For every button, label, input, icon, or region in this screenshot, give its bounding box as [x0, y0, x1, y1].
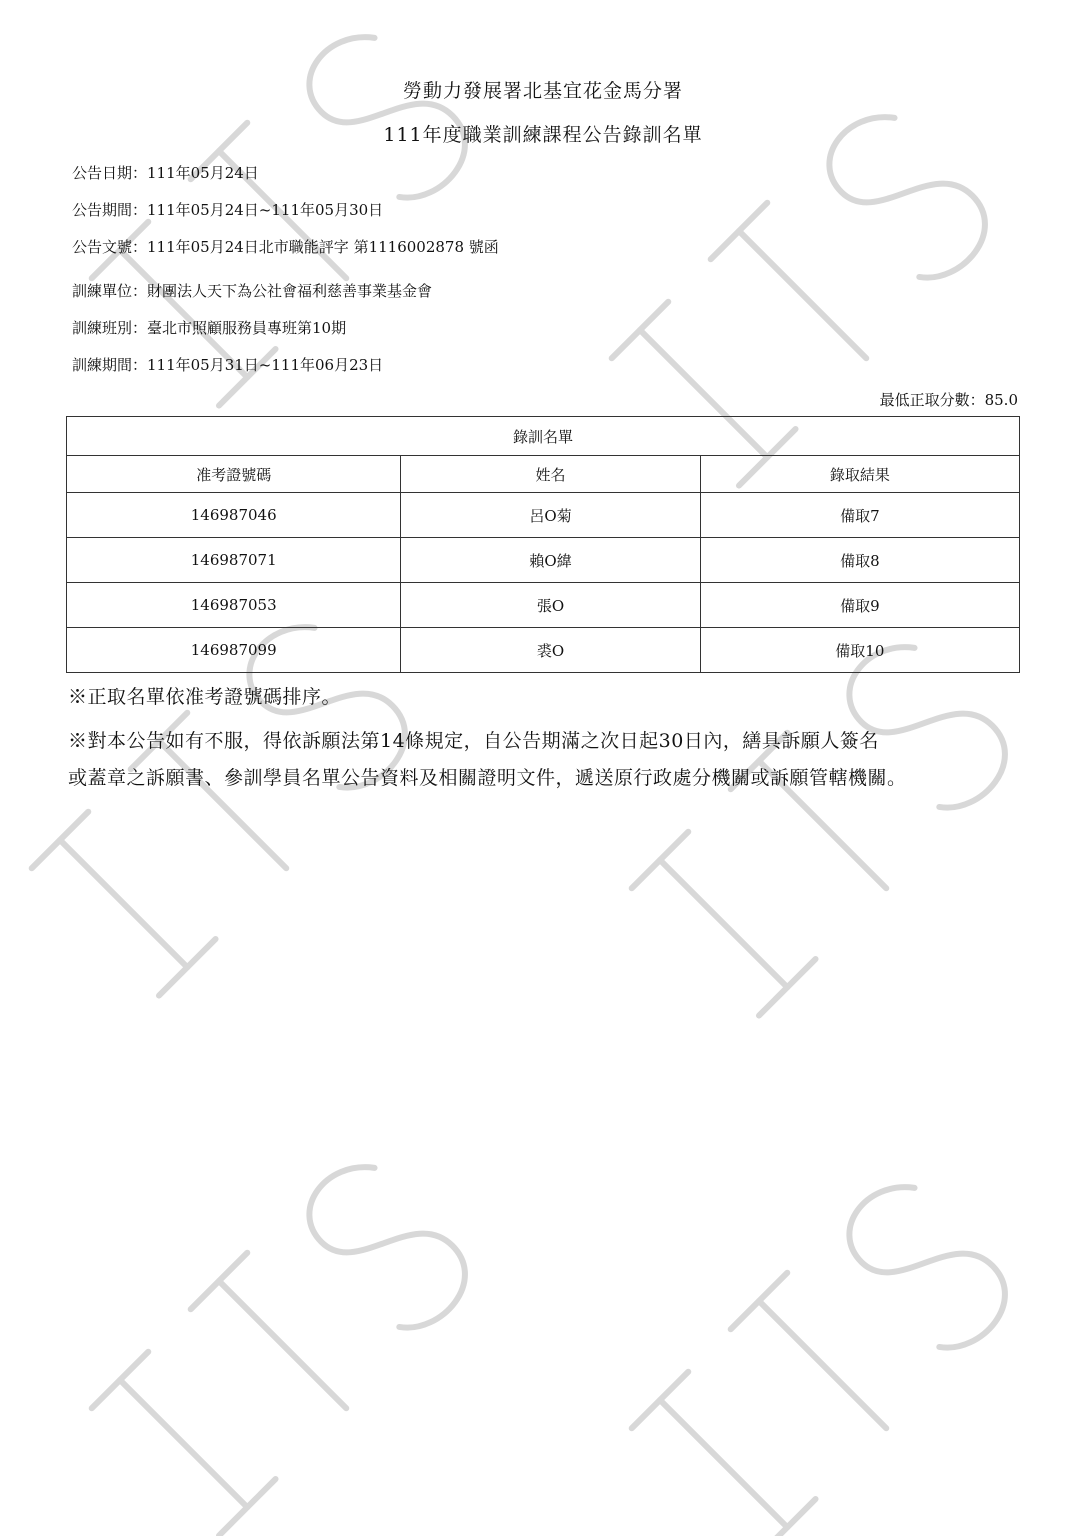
cell-name: 裘O: [401, 628, 700, 673]
document-number: 公告文號：111年05月24日北市職能評字 第1116002878 號函: [72, 238, 499, 256]
note-sort-order: ※正取名單依准考證號碼排序。: [68, 686, 342, 708]
cell-exam-number: 146987053: [67, 583, 401, 628]
training-period: 訓練期間：111年05月31日~111年06月23日: [72, 356, 384, 374]
table-caption: 錄訓名單: [67, 417, 1020, 456]
table-row: [67, 538, 1020, 583]
announce-date: 公告日期：111年05月24日: [72, 164, 259, 182]
agency-title: 勞動力發展署北基宜花金馬分署: [402, 80, 683, 102]
document-title: 111年度職業訓練課程公告錄訓名單: [383, 124, 703, 146]
cell-name: 呂O菊: [401, 493, 700, 538]
note-appeal-line1: ※對本公告如有不服，得依訴願法第14條規定，自公告期滿之次日起30日內，繕具訴願人簽名: [68, 730, 879, 752]
table-row: [67, 583, 1020, 628]
admission-table: [66, 416, 1020, 673]
table-caption-row: [67, 417, 1020, 456]
cell-result: 備取9: [700, 583, 1019, 628]
training-class: 訓練班別：臺北市照顧服務員專班第10期: [72, 319, 347, 337]
cell-result: 備取10: [700, 628, 1019, 673]
header-name: 姓名: [401, 456, 700, 493]
cell-name: 張O: [401, 583, 700, 628]
cell-exam-number: 146987046: [67, 493, 401, 538]
cell-exam-number: 146987071: [67, 538, 401, 583]
header-result: 錄取結果: [700, 456, 1019, 493]
header-exam-number: 准考證號碼: [67, 456, 401, 493]
cell-exam-number: 146987099: [67, 628, 401, 673]
cell-result: 備取8: [700, 538, 1019, 583]
cell-name: 賴O緯: [401, 538, 700, 583]
table-row: [67, 628, 1020, 673]
table-header-row: [67, 456, 1020, 493]
announce-period: 公告期間：111年05月24日~111年05月30日: [72, 201, 384, 219]
table-row: [67, 493, 1020, 538]
minimum-score: 最低正取分數：85.0: [879, 391, 1018, 409]
cell-result: 備取7: [700, 493, 1019, 538]
training-unit: 訓練單位：財團法人天下為公社會福利慈善事業基金會: [72, 282, 433, 300]
note-appeal-line2: 或蓋章之訴願書、參訓學員名單公告資料及相關證明文件，遞送原行政處分機關或訴願管轄機關。: [68, 767, 907, 789]
